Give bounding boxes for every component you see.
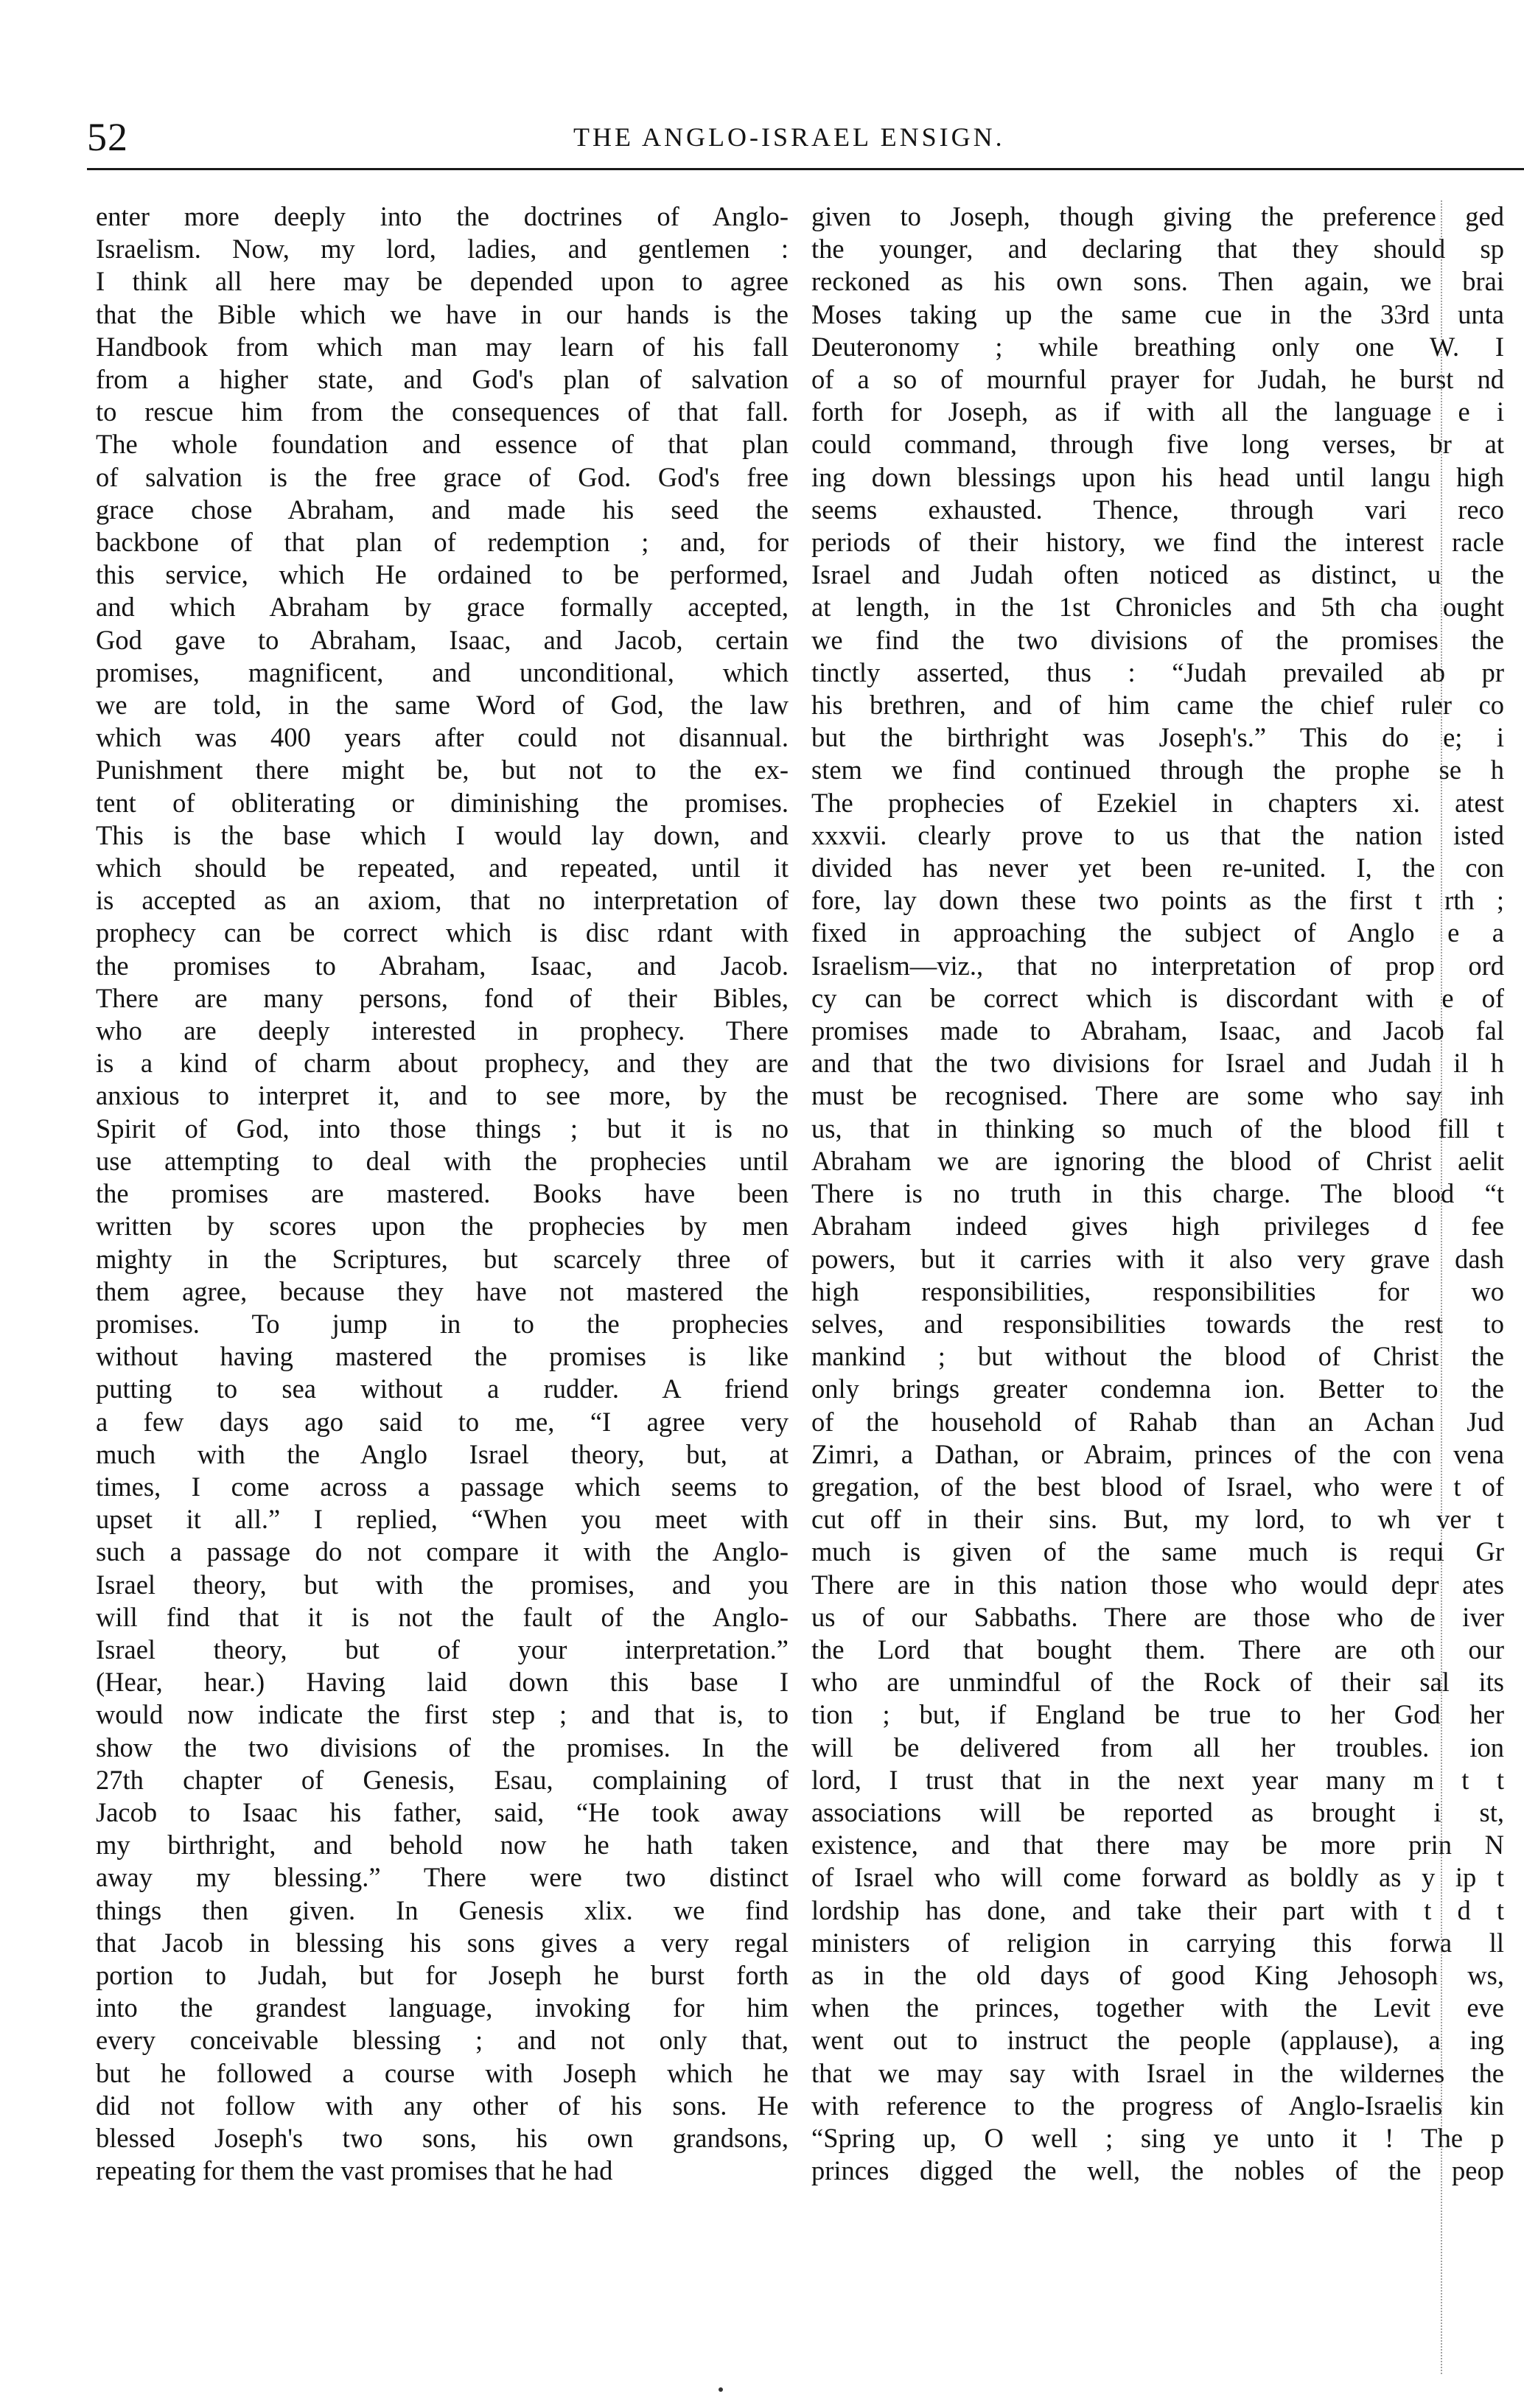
text-line: I think all here may be depended upon to agree — [96, 266, 789, 297]
text-line: that the Bible which we have in our hands is the — [96, 298, 789, 329]
text-line: tent of obliterating or diminishing the promises. — [96, 787, 789, 818]
text-line: promises, magnificent, and unconditional, which — [96, 657, 789, 687]
text-line: periods of their history, we find the interest racle — [811, 527, 1504, 558]
text-line: associations will be reported as brought i st, — [811, 1796, 1504, 1827]
text-line: things then given. In Genesis xlix. we find — [96, 1894, 789, 1925]
page-header — [87, 114, 1458, 173]
text-line: Handbook from which man may learn of his fall — [96, 331, 789, 362]
text-line: Israelism—viz., that no interpretation of prop ord — [811, 950, 1504, 981]
text-line: selves, and responsibilities towards the rest to — [811, 1308, 1504, 1339]
text-line: “Spring up, O well ; sing ye unto it ! The p — [811, 2122, 1504, 2153]
text-line: could command, through five long verses, br at — [811, 429, 1504, 460]
text-line: There are many persons, fond of their Bibles, — [96, 982, 789, 1013]
text-line: of the household of Rahab than an Achan Jud — [811, 1406, 1504, 1437]
text-line: stem we find continued through the prophe se h — [811, 755, 1504, 785]
text-line: blessed Joseph's two sons, his own grandsons, — [96, 2122, 789, 2153]
text-line: Israel theory, but of your interpretation.” — [96, 1634, 789, 1665]
text-line: Zimri, a Dathan, or Abraim, princes of the con vena — [811, 1438, 1504, 1469]
text-line: but the birthright was Joseph's.” This do e; i — [811, 722, 1504, 753]
text-line: enter more deeply into the doctrines of Anglo- — [96, 201, 789, 231]
text-line: repeating for them the vast promises that he had — [96, 2155, 613, 2186]
text-line: 27th chapter of Genesis, Esau, complaining of — [96, 1764, 789, 1795]
text-line: divided has never yet been re-united. I, the con — [811, 853, 1504, 883]
text-line: Spirit of God, into those things ; but it is no — [96, 1113, 789, 1144]
text-line: is a kind of charm about prophecy, and they are — [96, 1048, 789, 1079]
text-line: that Jacob in blessing his sons gives a very regal — [96, 1927, 789, 1958]
text-line: putting to sea without a rudder. A friend — [96, 1373, 789, 1404]
text-line: tion ; but, if England be true to her God her — [811, 1699, 1504, 1730]
text-line: upset it all.” I replied, “When you meet with — [96, 1504, 789, 1535]
text-line: which was 400 years after could not disannual. — [96, 722, 789, 753]
text-line: and which Abraham by grace formally accepted, — [96, 592, 789, 623]
text-line: Israel and Judah often noticed as distinct, u the — [811, 559, 1504, 590]
text-line: backbone of that plan of redemption ; and, for — [96, 527, 789, 558]
text-line: without having mastered the promises is like — [96, 1341, 789, 1372]
text-line: Deuteronomy ; while breathing only one W. I — [811, 331, 1504, 362]
text-line: Abraham we are ignoring the blood of Christ aelit — [811, 1145, 1504, 1176]
text-line: into the grandest language, invoking for him — [96, 1992, 789, 2023]
text-line: of salvation is the free grace of God. God's free — [96, 461, 789, 492]
text-line: his brethren, and of him came the chief ruler co — [811, 690, 1504, 721]
text-line: would now indicate the first step ; and that is, to — [96, 1699, 789, 1730]
text-line: of Israel who will come forward as boldly as y ip t — [811, 1862, 1504, 1893]
text-line: the Lord that bought them. There are oth our — [811, 1634, 1504, 1665]
text-line: given to Joseph, though giving the preference ged — [811, 201, 1504, 231]
running-title: THE ANGLO-ISRAEL ENSIGN. — [573, 122, 1005, 152]
text-line: is accepted as an axiom, that no interpretation of — [96, 885, 789, 916]
text-line: There are in this nation those who would depr ates — [811, 1569, 1504, 1600]
text-line: away my blessing.” There were two distinct — [96, 1862, 789, 1893]
text-line: we find the two divisions of the promises the — [811, 624, 1504, 655]
text-line: when the princes, together with the Levit eve — [811, 1992, 1504, 2023]
text-line: anxious to interpret it, and to see more, by the — [96, 1080, 789, 1111]
text-line: Jacob to Isaac his father, said, “He took away — [96, 1796, 789, 1827]
text-line: mighty in the Scriptures, but scarcely three of — [96, 1243, 789, 1274]
text-line: of a so of mournful prayer for Judah, he burst nd — [811, 364, 1504, 395]
text-line: lordship has done, and take their part with t d t — [811, 1894, 1504, 1925]
text-line: use attempting to deal with the prophecies until — [96, 1145, 789, 1176]
text-line: as in the old days of good King Jehosoph ws, — [811, 1959, 1504, 1990]
text-line: tinctly asserted, thus : “Judah prevailed ab pr — [811, 657, 1504, 687]
text-line: went out to instruct the people (applause), a ing — [811, 2025, 1504, 2056]
text-line: will be delivered from all her troubles. ion — [811, 1732, 1504, 1763]
text-line: we are told, in the same Word of God, the law — [96, 690, 789, 721]
text-line: lord, I trust that in the next year many m t t — [811, 1764, 1504, 1795]
text-line: forth for Joseph, as if with all the language e i — [811, 396, 1504, 427]
text-line: must be recognised. There are some who say inh — [811, 1080, 1504, 1111]
text-line: portion to Judah, but for Joseph he burst forth — [96, 1959, 789, 1990]
text-line: mankind ; but without the blood of Christ the — [811, 1341, 1504, 1372]
footer-mark — [719, 2387, 723, 2392]
text-line: This is the base which I would lay down, and — [96, 819, 789, 850]
text-line: promises. To jump in to the prophecies — [96, 1308, 789, 1339]
text-line: only brings greater condemna ion. Better to the — [811, 1373, 1504, 1404]
text-line: prophecy can be correct which is disc rdant with — [96, 917, 789, 948]
right-column — [811, 200, 1504, 2187]
text-line: every conceivable blessing ; and not only that, — [96, 2025, 789, 2056]
text-line: reckoned as his own sons. Then again, we brai — [811, 266, 1504, 297]
text-line: Moses taking up the same cue in the 33rd unta — [811, 298, 1504, 329]
text-line: seems exhausted. Thence, through vari reco — [811, 494, 1504, 525]
text-line: who are deeply interested in prophecy. There — [96, 1015, 789, 1046]
text-line: did not follow with any other of his sons. He — [96, 2090, 789, 2121]
text-line: but he followed a course with Joseph which he — [96, 2057, 789, 2088]
text-line: us, that in thinking so much of the blood fill t — [811, 1113, 1504, 1144]
binding-edge — [1441, 200, 1472, 2374]
text-line: fore, lay down these two points as the first t rth ; — [811, 885, 1504, 916]
text-line: much is given of the same much is requi Gr — [811, 1536, 1504, 1567]
text-line: this service, which He ordained to be performed, — [96, 559, 789, 590]
text-line: and that the two divisions for Israel and Judah il h — [811, 1048, 1504, 1079]
text-line: ing down blessings upon his head until langu high — [811, 461, 1504, 492]
text-line: cy can be correct which is discordant with e of — [811, 982, 1504, 1013]
text-line: such a passage do not compare it with the Anglo- — [96, 1536, 789, 1567]
text-line: who are unmindful of the Rock of their sal its — [811, 1667, 1504, 1698]
text-line: The prophecies of Ezekiel in chapters xi. atest — [811, 787, 1504, 818]
text-line: a few days ago said to me, “I agree very — [96, 1406, 789, 1437]
text-line: grace chose Abraham, and made his seed the — [96, 494, 789, 525]
text-line: Abraham indeed gives high privileges d fee — [811, 1211, 1504, 1242]
text-line: fixed in approaching the subject of Anglo e a — [811, 917, 1504, 948]
text-line: which should be repeated, and repeated, until it — [96, 853, 789, 883]
text-line: my birthright, and behold now he hath taken — [96, 1830, 789, 1861]
text-line: princes digged the well, the nobles of the peop — [811, 2155, 1504, 2186]
left-column — [96, 200, 789, 2187]
page-number: 52 — [87, 115, 128, 159]
text-line: cut off in their sins. But, my lord, to wh ver t — [811, 1504, 1504, 1535]
text-line: to rescue him from the consequences of that fall. — [96, 396, 789, 427]
text-line: that we may say with Israel in the wildernes the — [811, 2057, 1504, 2088]
text-line: existence, and that there may be more prin N — [811, 1830, 1504, 1861]
text-line: high responsibilities, responsibilities for wo — [811, 1275, 1504, 1306]
text-line: promises made to Abraham, Isaac, and Jacob fal — [811, 1015, 1504, 1046]
text-line: the promises are mastered. Books have been — [96, 1178, 789, 1209]
text-line: the promises to Abraham, Isaac, and Jacob. — [96, 950, 789, 981]
text-line: gregation, of the best blood of Israel, who were t of — [811, 1471, 1504, 1502]
text-line: with reference to the progress of Anglo-Israelis kin — [811, 2090, 1504, 2121]
text-line: them agree, because they have not mastered the — [96, 1275, 789, 1306]
text-line: The whole foundation and essence of that plan — [96, 429, 789, 460]
text-line: powers, but it carries with it also very grave dash — [811, 1243, 1504, 1274]
text-line: at length, in the 1st Chronicles and 5th cha ought — [811, 592, 1504, 623]
text-line: There is no truth in this charge. The blood “t — [811, 1178, 1504, 1209]
header-rule — [87, 168, 1524, 170]
text-line: ministers of religion in carrying this forwa ll — [811, 1927, 1504, 1958]
text-line: us of our Sabbaths. There are those who de iver — [811, 1601, 1504, 1632]
text-line: Israel theory, but with the promises, and you — [96, 1569, 789, 1600]
text-line: show the two divisions of the promises. In the — [96, 1732, 789, 1763]
text-line: Punishment there might be, but not to the ex- — [96, 755, 789, 785]
text-line: written by scores upon the prophecies by men — [96, 1211, 789, 1242]
text-line: Israelism. Now, my lord, ladies, and gentlemen : — [96, 234, 789, 265]
text-line: from a higher state, and God's plan of salvation — [96, 364, 789, 395]
text-line: (Hear, hear.) Having laid down this base I — [96, 1667, 789, 1698]
text-line: will find that it is not the fault of the Anglo- — [96, 1601, 789, 1632]
text-line: much with the Anglo Israel theory, but, at — [96, 1438, 789, 1469]
text-line: God gave to Abraham, Isaac, and Jacob, certain — [96, 624, 789, 655]
text-line: xxxvii. clearly prove to us that the nation isted — [811, 819, 1504, 850]
text-line: times, I come across a passage which seems to — [96, 1471, 789, 1502]
text-line: the younger, and declaring that they should sp — [811, 234, 1504, 265]
